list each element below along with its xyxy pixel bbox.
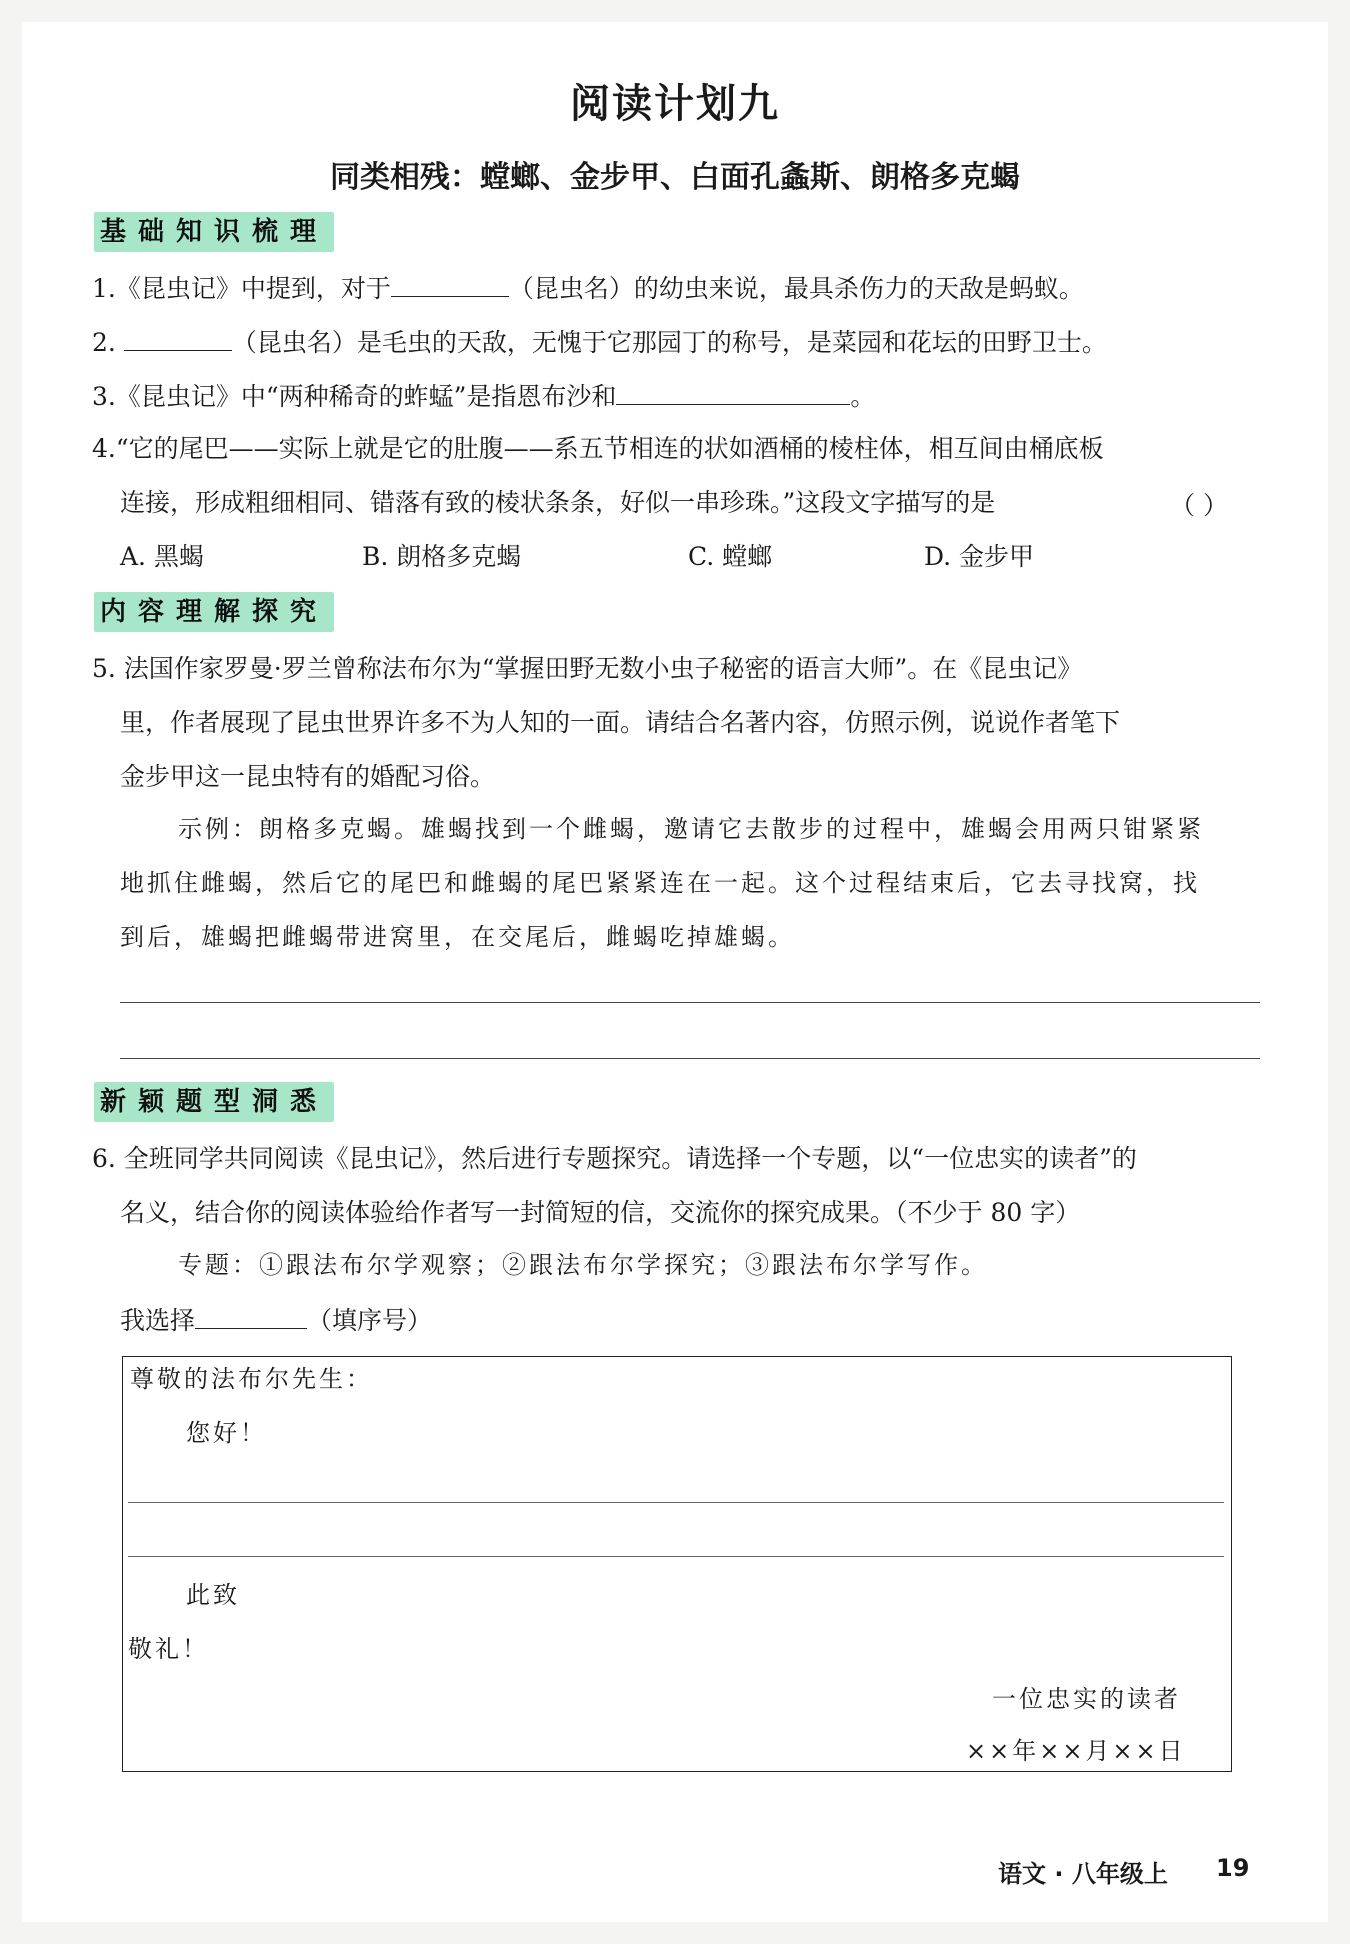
q4-option-c[interactable]: C. 螳螂 bbox=[688, 542, 773, 571]
section-header-new-question-types: 新颖题型洞悉 bbox=[94, 1082, 334, 1122]
letter-closing-2: 敬礼！ bbox=[128, 1635, 209, 1663]
q6-choose-hint: （填序号） bbox=[307, 1306, 433, 1335]
letter-salutation: 尊敬的法布尔先生： bbox=[130, 1365, 373, 1393]
letter-date: ××年××月××日 bbox=[966, 1737, 1186, 1765]
page-title: 阅读计划九 bbox=[570, 80, 780, 127]
letter-closing-1: 此致 bbox=[186, 1581, 240, 1609]
q3-text-before: 3.《昆虫记》中“两种稀奇的蚱蜢”是指恩布沙和 bbox=[92, 382, 617, 411]
letter-answer-line-2[interactable] bbox=[128, 1556, 1224, 1557]
q4-answer-parentheses[interactable]: （ ） bbox=[1170, 491, 1228, 520]
question-4-line-1: 4.“它的尾巴——实际上就是它的肚腹——系五节相连的状如酒桶的棱柱体，相互间由桶底板 bbox=[92, 434, 1104, 463]
q2-answer-blank[interactable] bbox=[124, 324, 232, 351]
letter-signature: 一位忠实的读者 bbox=[992, 1685, 1181, 1713]
q4-option-d[interactable]: D. 金步甲 bbox=[924, 542, 1035, 571]
question-6-line-1: 6. 全班同学共同阅读《昆虫记》，然后进行专题探究。请选择一个专题，以“一位忠实的读者”的 bbox=[92, 1144, 1137, 1173]
q5-answer-line-2[interactable] bbox=[120, 1058, 1260, 1059]
q2-number: 2. bbox=[92, 328, 116, 357]
q5-example-line-2: 地抓住雌蝎，然后它的尾巴和雌蝎的尾巴紧紧连在一起。这个过程结束后，它去寻找窝，找 bbox=[120, 869, 1200, 897]
section-header-comprehension: 内容理解探究 bbox=[94, 592, 334, 632]
question-1 bbox=[92, 270, 1084, 306]
q3-text-after: 。 bbox=[850, 382, 876, 411]
q5-example-line-1: 示例：朗格多克蝎。雄蝎找到一个雌蝎，邀请它去散步的过程中，雄蝎会用两只钳紧紧 bbox=[178, 815, 1204, 843]
page-number: 19 bbox=[1216, 1854, 1250, 1882]
letter-answer-line-1[interactable] bbox=[128, 1502, 1224, 1503]
q1-text-after: （昆虫名）的幼虫来说，最具杀伤力的天敌是蚂蚁。 bbox=[508, 274, 1084, 303]
page-subtitle: 同类相残：螳螂、金步甲、白面孔螽斯、朗格多克蝎 bbox=[330, 160, 1020, 195]
q5-example-line-3: 到后，雄蝎把雌蝎带进窝里，在交尾后，雌蝎吃掉雄蝎。 bbox=[120, 923, 795, 951]
q1-text-before: 1.《昆虫记》中提到，对于 bbox=[92, 274, 391, 303]
q4-option-b[interactable]: B. 朗格多克蝎 bbox=[362, 542, 522, 571]
q6-choose-label: 我选择 bbox=[120, 1306, 196, 1335]
footer-subject: 语文 · 八年级上 bbox=[998, 1860, 1168, 1888]
letter-greeting: 您好！ bbox=[186, 1419, 267, 1447]
question-2 bbox=[92, 324, 1107, 360]
question-3 bbox=[92, 378, 875, 414]
question-5-line-2: 里，作者展现了昆虫世界许多不为人知的一面。请结合名著内容，仿照示例，说说作者笔下 bbox=[120, 708, 1121, 737]
question-5-line-3: 金步甲这一昆虫特有的婚配习俗。 bbox=[120, 762, 496, 791]
question-4-line-2: 连接，形成粗细相同、错落有致的棱状条条，好似一串珍珠。”这段文字描写的是 bbox=[120, 488, 996, 517]
q2-text-after: （昆虫名）是毛虫的天敌，无愧于它那园丁的称号，是菜园和花坛的田野卫士。 bbox=[231, 328, 1107, 357]
q4-option-a[interactable]: A. 黑蝎 bbox=[120, 542, 204, 571]
q6-choice-blank[interactable] bbox=[195, 1302, 307, 1329]
question-5-line-1: 5. 法国作家罗曼·罗兰曾称法布尔为“掌握田野无数小虫子秘密的语言大师”。在《昆虫记》 bbox=[92, 654, 1083, 683]
q1-answer-blank[interactable] bbox=[391, 270, 509, 297]
q6-choice-row bbox=[120, 1302, 432, 1338]
section-header-basics: 基础知识梳理 bbox=[94, 212, 334, 252]
q6-topics: 专题：①跟法布尔学观察；②跟法布尔学探究；③跟法布尔学写作。 bbox=[178, 1251, 988, 1279]
q5-answer-line-1[interactable] bbox=[120, 1002, 1260, 1003]
question-6-line-2: 名义，结合你的阅读体验给作者写一封简短的信，交流你的探究成果。（不少于 80 字） bbox=[120, 1198, 1081, 1227]
q3-answer-blank[interactable] bbox=[616, 378, 850, 405]
